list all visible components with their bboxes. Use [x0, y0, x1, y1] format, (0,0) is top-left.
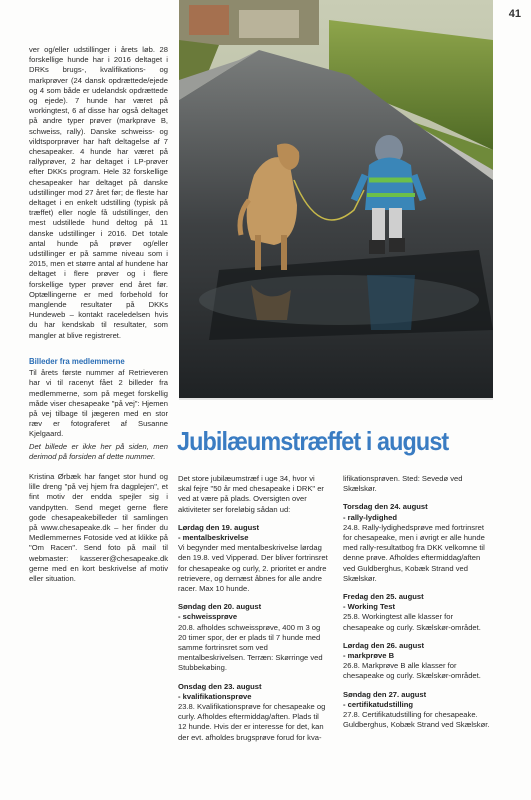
- event-text: Vi begynder med mentalbeskrivelse lørdag den 19.8. ved Vipperød. Der bliver fortrinsret for chesapeake og curly, 2. prioritet er andre retrievere, og dernæst åbnes for alle andre racer. Max 10 hunde.: [178, 543, 328, 594]
- event-title: - rally-lydighed: [343, 512, 398, 522]
- left-paragraph-3: Kristina Ørbæk har fanget stor hund og lille dreng "på vej hjem fra dagplejen", et fint motiv der endda spejler sig i vandpytten. Send meget gerne flere gode chesapeakebilleder til samlingen på www.chesapeake.dk – her finder du Medlemmernes Fotoside ved at klikke på "Om Racen". Send foto på mail til webmaster: kasserer@chesapeake.dk gerne med en kort beskrivelse af motiv eller situation.: [29, 471, 168, 583]
- schedule-column-2: [343, 474, 493, 738]
- event-title: - markprøve B: [343, 651, 395, 661]
- continued-text: lifikationsprøven. Sted: Sevedø ved Skælskør.: [343, 474, 463, 494]
- event-title: - certifikatudstilling: [343, 699, 414, 709]
- event-date: Lørdag den 26. august: [343, 640, 425, 650]
- event-friday-25: [343, 592, 493, 633]
- event-sunday-20: [178, 602, 328, 673]
- event-text: 27.8. Certifikatudstilling for chesapeake. Guldberghus, Kobæk Strand ved Skælskør.: [343, 710, 490, 730]
- event-thursday-24: [343, 502, 493, 584]
- event-date: Torsdag den 24. august: [343, 502, 428, 512]
- event-date: Søndag den 20. august: [178, 602, 262, 612]
- left-paragraph-1: ver og/eller udstillinger i årets løb. 28 forskellige hunde har i 2016 deltaget i DRKs brugs-, kvalifikations- og markprøver (24 dansk opdrættede/ejede og 4 som både er udelandsk opdrættede og ejede). 7 hunde har været på workingtest, 6 af disse har også deltaget på andre typer prøver (markprøve B, schweiss, rally). Danske schweiss- og vildtsporprøver har haft deltagelse af 7 chesapeaker. 4 hunde har været på rallyprøver, 2 har deltaget i LP-prøver efter DKKs program. Hele 32 forskellige chesapeaker har deltaget på danske udstillinger mod 27 året før; de fleste har deltaget i en enkelt udstilling (typisk på træffet) eller nogle få udstillinger, den mest udstillede hund deltog på 11 danske udstillinger i 2016. Det totale antal hunde på prøver og/eller udstillinger er på samme niveau som i 2015, men et større antal af hundene har deltaget i flere prøver og i flere forskellige typer prøver end året før. Optællingerne er med forbehold for manglende resultater på DKKs Hundeweb – kontakt raceledelsen hvis du har kendskab til resultater, som mangler at blive registreret.: [29, 45, 168, 340]
- event-saturday-26: [343, 641, 493, 682]
- left-paragraph-2: Til årets første nummer af Retrieveren har vi til racenyt fået 2 billeder fra medlemmerne, som på meget forskellig måde viser chesapeake "på vej": Hjemen på vej tilbage til jægeren med en stor ræv er fotograferet af Susanne Kjelgaard.: [29, 368, 168, 439]
- left-paragraph-2-note: Det billede er ikke her på siden, men derimod på forsiden af dette nummer.: [29, 441, 168, 461]
- event-title: - kvalifikationsprøve: [178, 691, 252, 701]
- intro-text: Det store jubilæumstræf i uge 34, hvor vi skal fejre "50 år med chesapeake i DRK" er ved at være på plads. Oversigten over aktiviteter ser foreløbig sådan ud:: [178, 474, 324, 514]
- event-text: 23.8. Kvalifikationsprøve for chesapeake og curly. Afholdes eftermiddag/aften. Plads til 12 hunde. Hvis der er interesse for det, kan der evt. afholdes brugsprøve forud for kva-: [178, 702, 326, 742]
- left-article-column: [29, 45, 168, 586]
- event-date: Lørdag den 19. august: [178, 522, 260, 532]
- event-title: - mentalbeskrivelse: [178, 533, 249, 543]
- event-text: 24.8. Rally-lydighedsprøve med fortrinsret for chesapeake, men i øvrigt er alle hunde med rally-resultatbog fra DKK velkomne til denne prøve. Afholdes eftermiddag/aften ved Guldberghus, Kobæk Strand ved Skælskør.: [343, 522, 485, 583]
- event-text: 25.8. Workingtest alle klasser for chesapeake og curly. Skælskør-området.: [343, 612, 481, 632]
- event-date: Søndag den 27. august: [343, 689, 427, 699]
- event-title: - schweissprøve: [178, 612, 238, 622]
- schedule-column-1: [178, 474, 328, 751]
- section-heading-member-photos: Billeder fra medlemmerne: [29, 356, 125, 366]
- event-sunday-27: [343, 690, 493, 731]
- event-text: 26.8. Markprøve B alle klasser for chesapeake og curly. Skælskør-området.: [343, 661, 481, 681]
- event-date: Fredag den 25. august: [343, 592, 424, 602]
- dog-and-child-photo: [179, 0, 493, 400]
- page-number: 41: [508, 8, 521, 20]
- event-date: Onsdag den 23. august: [178, 681, 262, 691]
- event-title: - Working Test: [343, 602, 396, 612]
- event-saturday-19: [178, 523, 328, 594]
- article-headline: Jubilæumstræffet i august: [177, 426, 449, 456]
- event-text: 20.8. afholdes schweissprøve, 400 m 3 og 20 timer spor, der er plads til 7 hunde med samme fortrinsret som ved mentalbeskrivelsen. Terræn: Skørringe ved Stubbekøbing.: [178, 622, 323, 673]
- event-wednesday-23: [178, 682, 328, 743]
